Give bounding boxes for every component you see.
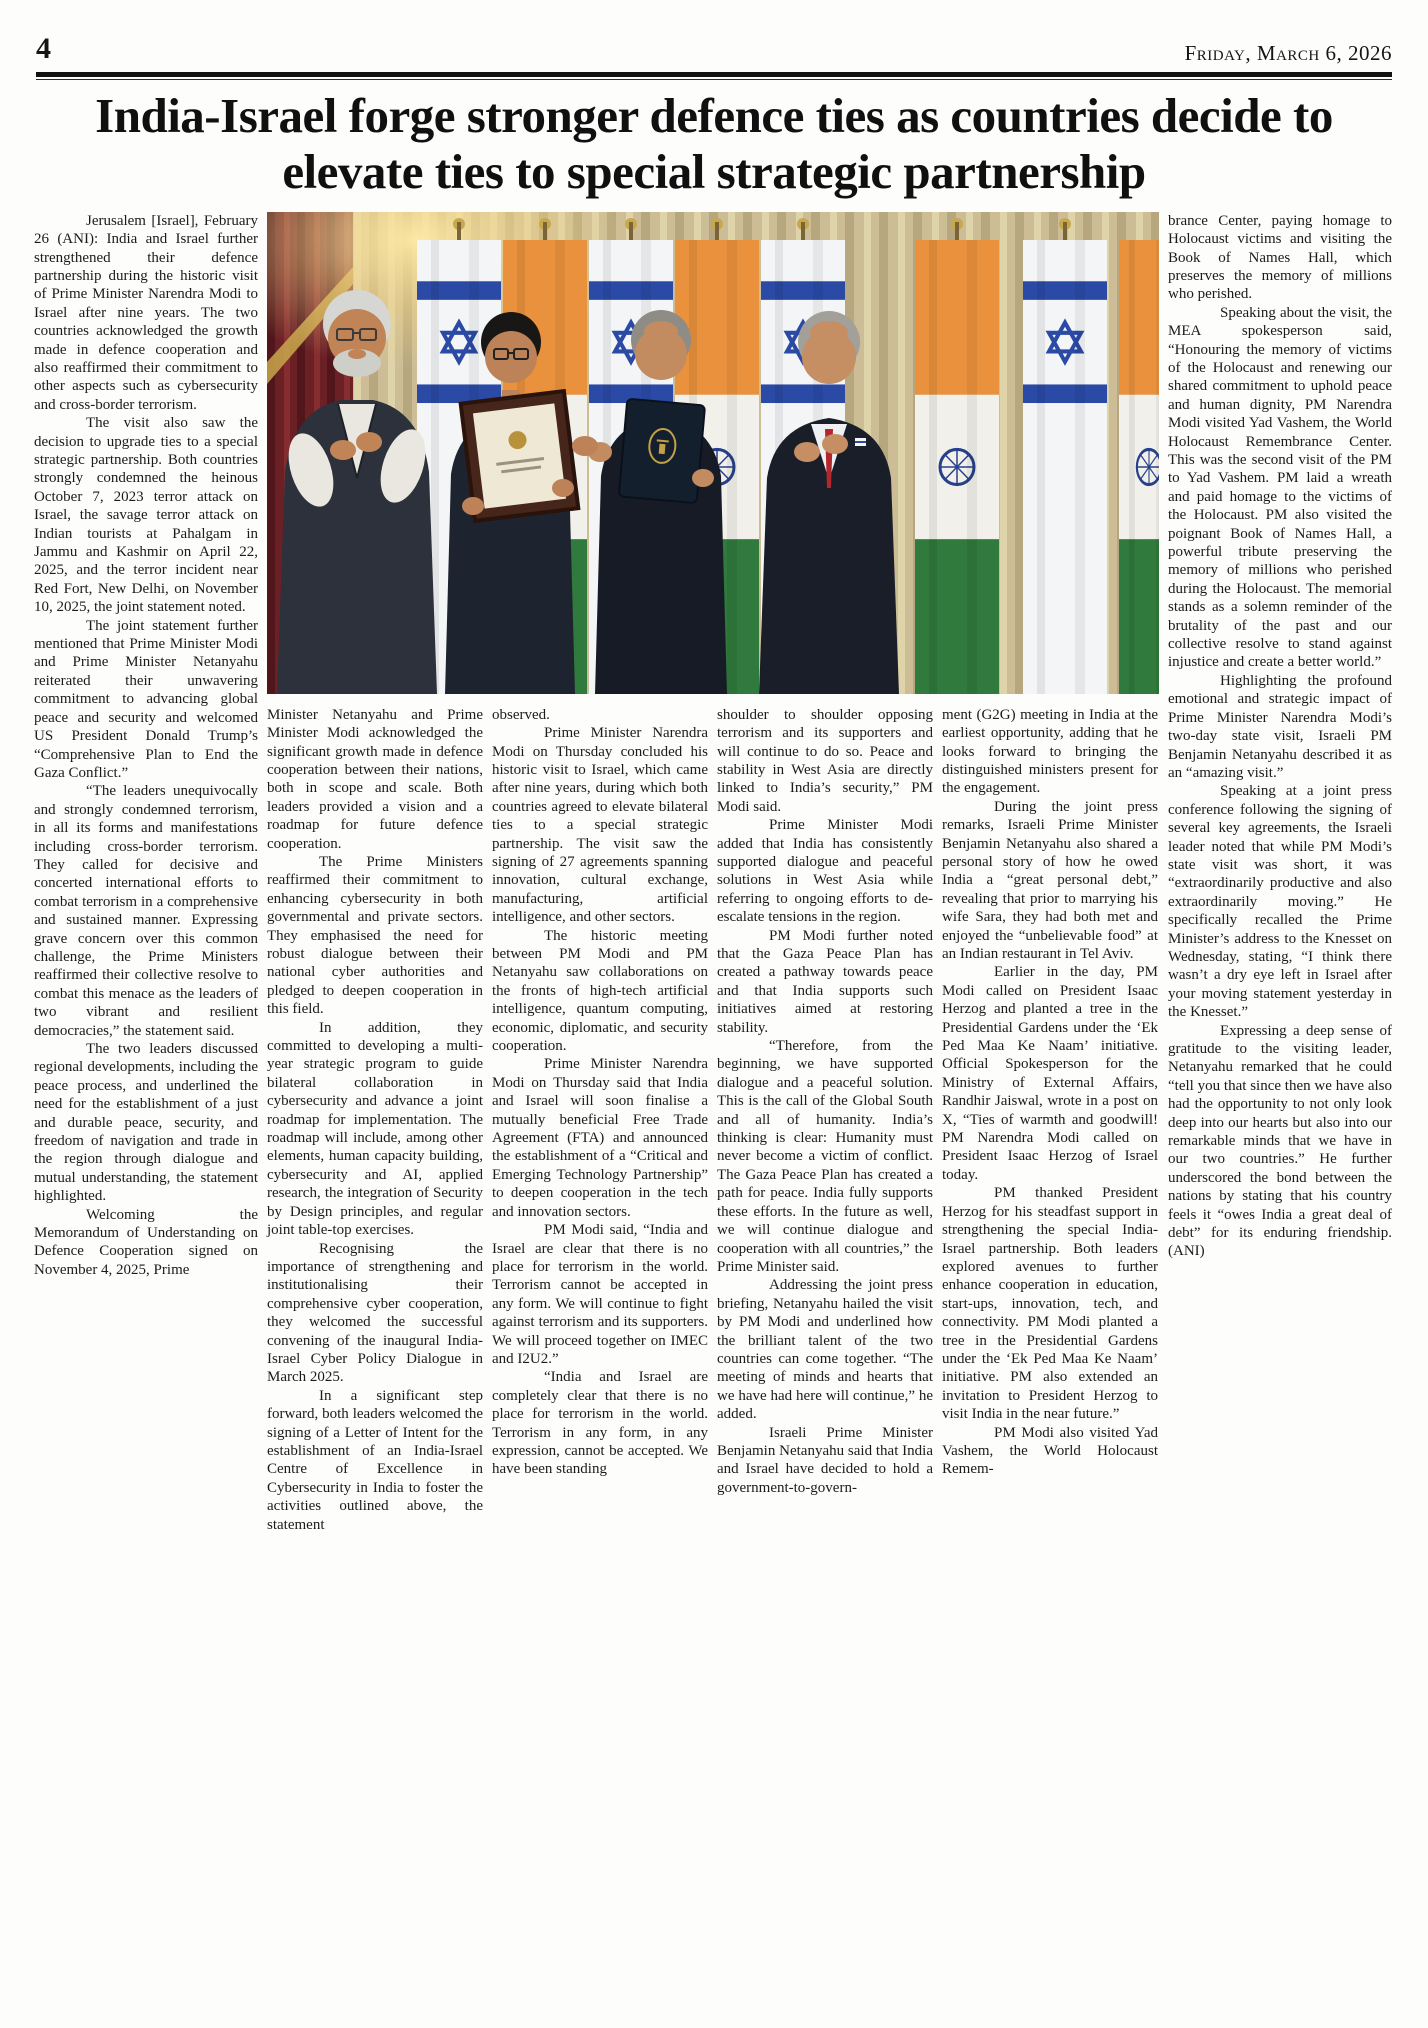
article-paragraph: The two leaders discussed regional developments, including the peace process, and underlined the need for the establishment of a just and durable peace, security, and freedom of navigation and trade in the region through dialogue and mutual understanding, the statement highlighted. (34, 1041, 258, 1205)
page-date: Friday, March 6, 2026 (1184, 41, 1392, 65)
article-paragraph: Prime Minister Narendra Modi on Thursday said that India and Israel will soon finalise a mutually beneficial Free Trade Agreement (FTA) and announced the establishment of a “Critical and Emerging Technology Partnership” to deepen cooperation in the tech and innovation sectors. (492, 1056, 708, 1220)
article-column-1 (34, 212, 258, 1280)
article-paragraph: PM Modi said, “India and Israel are clear that there is no place for terrorism in the world. Terrorism cannot be accepted in any form. We will continue to fight against terrorism and its supporters. We will proceed together on IMEC and I2U2.” (492, 1222, 708, 1367)
article-paragraph: Welcoming the Memorandum of Understanding on Defence Cooperation signed on November 4, 2025, Prime (34, 1206, 258, 1278)
article-paragraph: Speaking at a joint press conference following the signing of several key agreements, the Israeli leader noted that while PM Modi’s state visit was short, it was “extraordinarily productive and also extraordinarily moving.” He specifically recalled the Prime Minister’s address to the Knesset on Wednesday, stating, “I think there wasn’t a dry eye left in Israel after your moving statement yesterday in the Knesset.” (1168, 783, 1392, 1021)
article-paragraph: The visit also saw the decision to upgrade ties to a special strategic partnership. Both countries strongly condemned the heinous October 7, 2023 terror attack on Israel, the savage terror attack on Indian tourists at Pahalgam in Jammu and Kashmir on April 22, 2025, and the terror incident near Red Fort, New Delhi, on November 10, 2025, the joint statement noted. (34, 415, 258, 616)
article-column-2 (267, 706, 483, 1534)
article-column-4 (717, 706, 933, 1534)
article-paragraph: PM thanked President Herzog for his steadfast support in strengthening the special India-Israel partnership. Both leaders explored avenues to further enhance cooperation in education, start-ups, innovation, tech, and connectivity. PM Modi planted a tree in the Presidential Gardens under the ‘Ek Ped Maa Ke Naam’ initiative. PM also extended an invitation to President Herzog to visit India in the near future.” (942, 1185, 1158, 1423)
article-paragraph: “Therefore, from the beginning, we have supported dialogue and a peaceful solution. This is the call of the Global South and all of humanity. India’s thinking is clear: Humanity must never become a victim of conflict. The Gaza Peace Plan has created a path for peace. India fully supports these efforts. In the future as well, we will continue dialogue and cooperation with all countries,” the Prime Minister said. (717, 1038, 933, 1275)
article-paragraph: Addressing the joint press briefing, Netanyahu hailed the visit by PM Modi and underlined how the brilliant talent of the two countries can come together. “The meeting of minds and hearts that we have had here will continue,” he added. (717, 1277, 933, 1423)
article-paragraph: In addition, they committed to developing a multi-year strategic program to guide bilateral collaboration in cybersecurity and advance a joint roadmap for implementation. The roadmap will include, among other elements, human capacity building, cybersecurity and AI, applied research, the integration of Security by Design principles, and regular joint table-top exercises. (267, 1019, 483, 1239)
article-paragraph: Expressing a deep sense of gratitude to the visiting leader, Netanyahu remarked that he could “tell you that since then we have also had the opportunity to not only look deep into our hearts but also into our remarkable minds that we have in our two countries.” He further underscored the bond between the nations by stating that his country feels it “owes India a great deal of debt” for its enduring friendship. (ANI) (1168, 1022, 1392, 1260)
article-paragraph: Jerusalem [Israel], February 26 (ANI): India and Israel further strengthened their defence partnership during the historic visit of Prime Minister Narendra Modi to Israel after nine years. The two countries acknowledged the growth made in defence cooperation and also reaffirmed their commitment to other aspects such as cybersecurity and cross-border terrorism. (34, 212, 258, 413)
article-paragraph: Speaking about the visit, the MEA spokesperson said, “Honouring the memory of victims of the Holocaust and renewing our shared commitment to uphold peace and human dignity, PM Narendra Modi visited Yad Vashem, the World Holocaust Remembrance Center. This was the second visit of the PM to Yad Vashem. PM laid a wreath and paid homage to the victims of the Holocaust. PM also visited the poignant Book of Names Hall, a powerful tribute preserving the memory of millions who perished during the Holocaust. The memorial stands as a solemn reminder of the brutality of the past and our collective resolve to stand against injustice and create a better world.” (1168, 304, 1392, 671)
article-paragraph: Recognising the importance of strengthening and institutionalising their comprehensive cyber cooperation, they welcomed the successful convening of the inaugural India-Israel Cyber Policy Dialogue in March 2025. (267, 1240, 483, 1386)
article-paragraph: The joint statement further mentioned that Prime Minister Modi and Prime Minister Netanyahu reiterated their unwavering commitment to advancing global peace and security and welcomed US President Donald Trump’s “Comprehensive Plan to End the Gaza Conflict.” (34, 617, 258, 781)
article-center-block (267, 212, 1159, 1534)
page-number: 4 (36, 32, 51, 65)
article-paragraph: Earlier in the day, PM Modi called on President Isaac Herzog and planted a tree in the Presidential Gardens under the ‘Ek Ped Maa Ke Naam’ initiative. Official Spokesperson for the Ministry of External Affairs, Randhir Jaiswal, wrote in a post on X, “Ties of warmth and goodwill! PM Narendra Modi called on President Isaac Herzog of Israel today. (942, 964, 1158, 1183)
article-paragraph: Minister Netanyahu and Prime Minister Modi acknowledged the significant growth made in defence cooperation between their nations, both in scope and scale. Both leaders provided a vision and a roadmap for future defence cooperation. (267, 706, 483, 852)
article-paragraph: Israeli Prime Minister Benjamin Netanyahu said that India and Israel have decided to hold a government-to-govern- (717, 1424, 933, 1496)
article-paragraph: Prime Minister Narendra Modi on Thursday concluded his historic visit to Israel, which came after nine years, during which both countries agreed to elevate bilateral ties to a special strategic partnership. The visit saw the signing of 27 agreements spanning innovation, cultural exchange, manufacturing, artificial intelligence, and other sectors. (492, 725, 708, 926)
article-paragraph: shoulder to shoulder opposing terrorism and its supporters and will continue to do so. Peace and stability in West Asia are directly linked to India’s security,” PM Modi said. (717, 706, 933, 815)
article-paragraph: In a significant step forward, both leaders welcomed the signing of a Letter of Intent for the establishment of an India-Israel Centre of Excellence in Cybersecurity in India to foster the activities outlined above, the statement (267, 1387, 483, 1533)
signing-folder (619, 398, 705, 502)
israel-flag-icon (1023, 218, 1107, 694)
india-flag-icon (1119, 240, 1159, 694)
article-column-5 (942, 706, 1158, 1534)
article-paragraph: ment (G2G) meeting in India at the earliest opportunity, adding that he looks forward to bringing the distinguished ministers present for the engagement. (942, 706, 1158, 797)
article-paragraph: The historic meeting between PM Modi and PM Netanyahu saw collaborations on the fronts of high-tech artificial intelligence, quantum computing, economic, diplomatic, and security cooperation. (492, 927, 708, 1055)
article-headline: India-Israel forge stronger defence ties as countries decide to elevate ties to special strategic partnership (95, 88, 1333, 199)
article-paragraph: PM Modi also visited Yad Vashem, the World Holocaust Remem- (942, 1424, 1158, 1478)
article-paragraph: Prime Minister Modi added that India has consistently supported dialogue and peaceful solutions in West Asia while referring to ongoing efforts to de-escalate tensions in the region. (717, 817, 933, 926)
article-paragraph: PM Modi further noted that the Gaza Peace Plan has created a pathway towards peace and that India supports such initiatives aimed at restoring stability. (717, 927, 933, 1036)
article-column-6 (1168, 212, 1392, 1261)
india-flag-icon (915, 218, 999, 694)
article-paragraph: observed. (492, 706, 550, 723)
article-column-3 (492, 706, 708, 1534)
article-body (0, 212, 1428, 1534)
article-paragraph: Highlighting the profound emotional and strategic impact of Prime Minister Narendra Modi’s two-day state visit, Israeli PM Benjamin Netanyahu described it as an “amazing visit.” (1168, 672, 1392, 781)
lead-photo (267, 212, 1159, 694)
article-paragraph: “India and Israel are completely clear that there is no place for terrorism in the world. Terrorism in any form, in any expression, cannot be accepted. We have been standing (492, 1369, 708, 1478)
article-paragraph: brance Center, paying homage to Holocaust victims and visiting the Book of Names Hall, which preserves the memory of millions who perished. (1168, 212, 1392, 303)
header-rule (36, 72, 1392, 80)
article-paragraph: “The leaders unequivocally and strongly condemned terrorism, in all its forms and manifestations including cross-border terrorism. They called for decisive and concerted international efforts to combat terrorism in a comprehensive and sustained manner. Expressing grave concern over this common challenge, the Prime Ministers reaffirmed their collective resolve to combat this menace as the leaders of two vibrant and resilient democracies,” the statement said. (34, 783, 258, 1039)
article-paragraph: During the joint press remarks, Israeli Prime Minister Benjamin Netanyahu also shared a personal story of how he owed India a “great personal debt,” revealing that prior to marrying his wife Sara, they had both met and enjoyed the “unbelievable food” at an Indian restaurant in Tel Aviv. (942, 798, 1158, 962)
page-header (0, 0, 1428, 68)
israel-flag-pin-icon (855, 438, 866, 446)
middle-columns (267, 706, 1159, 1534)
article-paragraph: The Prime Ministers reaffirmed their commitment to enhancing cybersecurity in both governmental and private sectors. They emphasised the need for robust dialogue between their national cyber authorities and pledged to deepen cooperation in this field. (267, 853, 483, 1018)
